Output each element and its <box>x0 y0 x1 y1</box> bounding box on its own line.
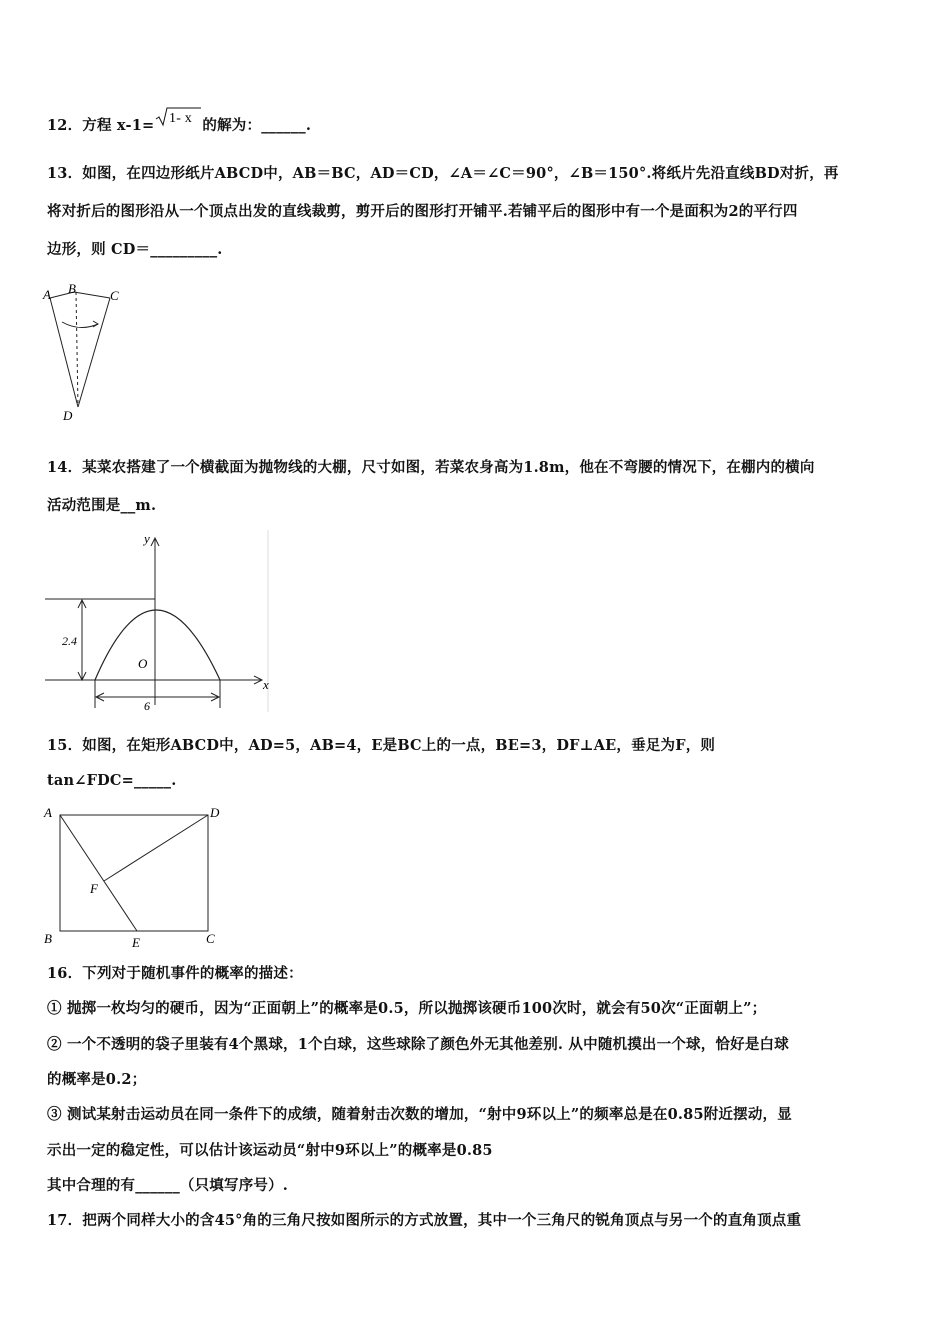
q13-label-a: A <box>43 287 51 302</box>
q12-text <box>47 110 312 138</box>
q16-line1: 16．下列对于随机事件的概率的描述： <box>47 965 303 982</box>
q14-label-o: O <box>138 656 148 671</box>
q15-line2: tan∠FDC=_____. <box>47 772 177 789</box>
q12-blank: ______. <box>261 117 312 134</box>
q12-suffix: 的解为： <box>202 117 262 134</box>
q13-line3: 边形，则 CD＝_________. <box>47 241 223 258</box>
q13-label-d: D <box>63 408 73 423</box>
q16-line4: 的概率是0.2； <box>47 1071 147 1088</box>
q14-label-x: x <box>263 677 269 692</box>
q17-line1: 17．把两个同样大小的含45°角的三角尺按如图所示的方式放置，其中一个三角尺的锐角顶点与另一个的直角顶点重 <box>47 1212 802 1229</box>
sqrt-radicand: 1- x <box>169 110 193 126</box>
q16-line3: ② 一个不透明的袋子里装有4个黑球，1个白球，这些球除了颜色外无其他差别. 从中随机摸出一个球，恰好是白球 <box>47 1036 789 1053</box>
q16-line7: 其中合理的有______（只填写序号）. <box>47 1177 289 1194</box>
q15-label-d: D <box>210 805 220 820</box>
q13-label-c: C <box>110 288 119 303</box>
q14-label-width: 6 <box>144 699 150 713</box>
q15-label-c: C <box>206 931 215 946</box>
q15-label-f: F <box>90 881 98 896</box>
q14-line1: 14．某菜农搭建了一个横截面为抛物线的大棚，尺寸如图，若菜农身高为1.8m，他在不弯腰的情况下，在棚内的横向 <box>47 459 815 476</box>
q13-figure <box>38 282 128 427</box>
q16-line6: 示出一定的稳定性，可以估计该运动员“射中9环以上”的概率是0.85 <box>47 1142 493 1159</box>
q15-line1: 15．如图，在矩形ABCD中，AD=5，AB=4，E是BC上的一点，BE=3，DF⊥AE，垂足为F，则 <box>47 737 716 754</box>
q15-label-e: E <box>132 935 140 950</box>
q13-line1: 13．如图，在四边形纸片ABCD中，AB＝BC，AD＝CD，∠A＝∠C＝90°，∠B＝150°.将纸片先沿直线BD对折，再 <box>47 165 839 182</box>
q16-line2: ① 抛掷一枚均匀的硬币，因为“正面朝上”的概率是0.5，所以抛掷该硬币100次时，就会有50次“正面朝上”； <box>47 1000 767 1017</box>
q13-label-b: B <box>68 282 76 296</box>
q13-line2: 将对折后的图形沿从一个顶点出发的直线裁剪，剪开后的图形打开铺平.若铺平后的图形中有一个是面积为2的平行四 <box>47 203 798 220</box>
sqrt-expression <box>154 106 202 128</box>
q16-line5: ③ 测试某射击运动员在同一条件下的成绩，随着射击次数的增加，“射中9环以上”的频率总是在0.85附近摆动，显 <box>47 1106 792 1123</box>
sqrt-sign-icon <box>154 106 202 128</box>
q12-prefix: 12．方程 x-1= <box>47 117 155 134</box>
q15-figure <box>40 803 230 953</box>
q14-line2: 活动范围是__m. <box>47 497 157 514</box>
q14-label-height: 2.4 <box>62 634 77 648</box>
q15-label-b: B <box>44 931 52 946</box>
q14-label-y: y <box>144 531 150 546</box>
q15-label-a: A <box>44 805 52 820</box>
q14-figure <box>40 530 280 715</box>
